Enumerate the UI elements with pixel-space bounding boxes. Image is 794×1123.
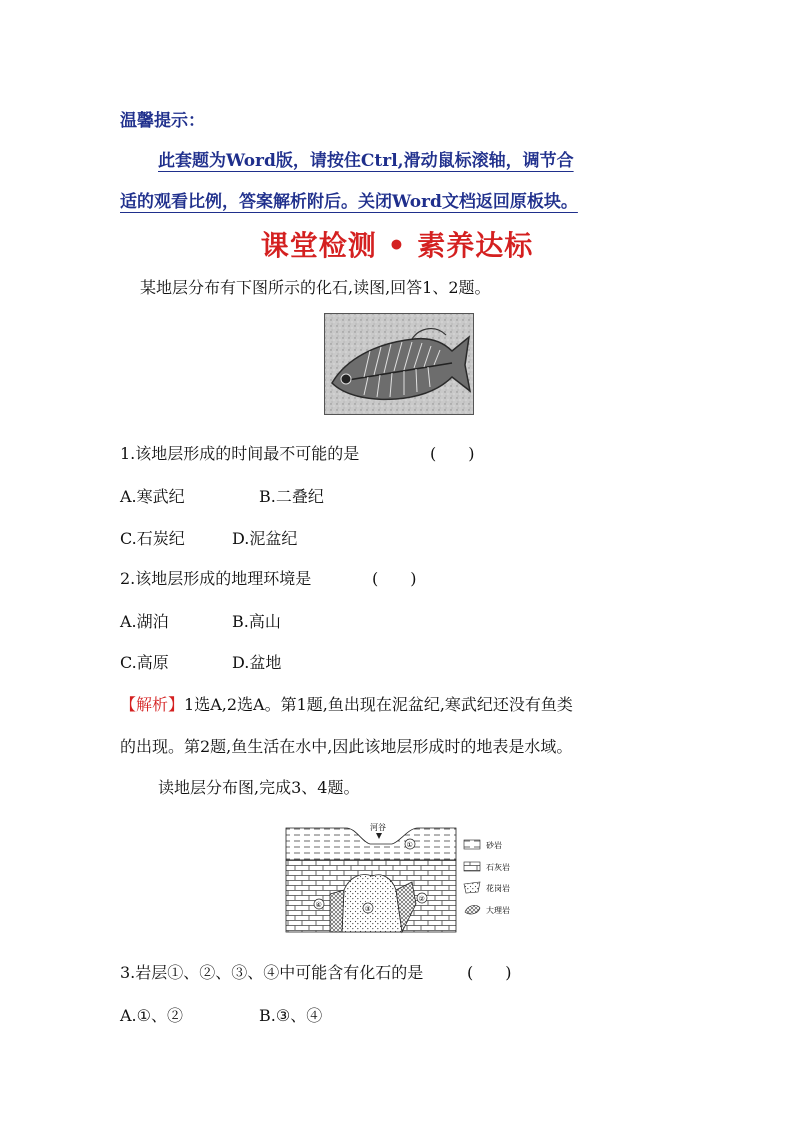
tip-line-2: 适的观看比例，答案解析附后。关闭Word文档返回原板块。 [120, 192, 578, 212]
legend-limestone: 石灰岩 [486, 863, 510, 872]
q3-stem: 3.岩层①、②、③、④中可能含有化石的是 [120, 963, 424, 982]
q3-bracket: ( ) [467, 963, 512, 982]
q1-option-d: D.泥盆纪 [232, 529, 298, 548]
fish-fossil-image [324, 313, 474, 415]
page-title: 课堂检测 • 素养达标 [260, 229, 534, 262]
legend-granite: 花岗岩 [486, 884, 510, 893]
q3-option-b: B.③、④ [259, 1006, 323, 1025]
q1-bracket: ( ) [430, 444, 475, 463]
strata-diagram [284, 820, 524, 934]
legend-sandstone: 砂岩 [486, 841, 502, 850]
q2-option-a: A.湖泊 [120, 612, 169, 631]
analysis-line-2: 的出现。第2题,鱼生活在水中,因此该地层形成时的地表是水域。 [120, 737, 573, 756]
legend-marble: 大理岩 [486, 906, 510, 915]
marker-4: ④ [315, 901, 322, 909]
marker-2: ② [418, 895, 425, 903]
q2-stem: 2.该地层形成的地理环境是 [120, 569, 312, 588]
analysis-line-1 [120, 692, 573, 715]
intro-2: 读地层分布图,完成3、4题。 [158, 778, 360, 797]
intro-1: 某地层分布有下图所示的化石,读图,回答1、2题。 [140, 278, 491, 297]
marker-3: ③ [364, 905, 371, 913]
q1-option-c: C.石炭纪 [120, 529, 185, 548]
marker-1: ① [406, 841, 413, 849]
tip-heading: 温馨提示： [120, 111, 205, 131]
q1-stem: 1.该地层形成的时间最不可能的是 [120, 444, 360, 463]
valley-label: 河谷 [370, 823, 386, 832]
q1-option-a: A.寒武纪 [120, 487, 185, 506]
q2-option-c: C.高原 [120, 653, 169, 672]
q2-option-b: B.高山 [232, 612, 281, 631]
q1-option-b: B.二叠纪 [259, 487, 324, 506]
q3-option-a: A.①、② [120, 1006, 183, 1025]
analysis-text-1: 1选A,2选A。第1题,鱼出现在泥盆纪,寒武纪还没有鱼类 [184, 695, 573, 714]
tip-line-1: 此套题为Word版，请按住Ctrl,滑动鼠标滚轴，调节合 [158, 151, 574, 171]
q2-bracket: ( ) [372, 569, 417, 588]
q2-option-d: D.盆地 [232, 653, 282, 672]
analysis-tag: 【解析】 [120, 695, 185, 714]
